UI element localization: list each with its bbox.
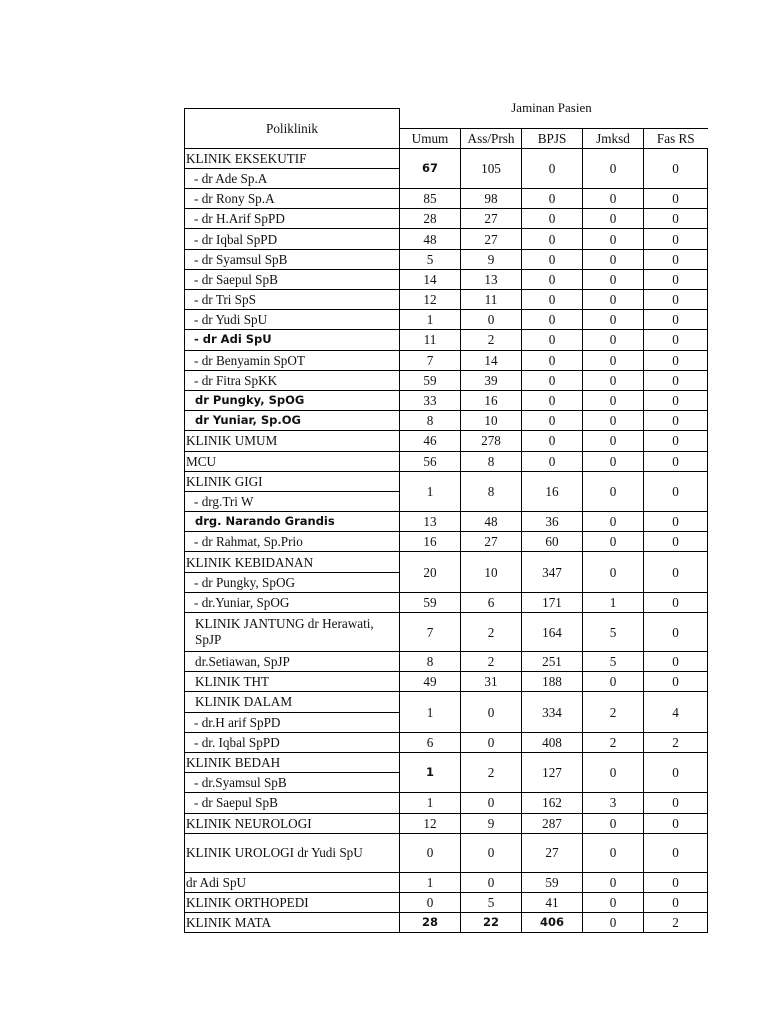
row-name: KLINIK UMUM [185,431,400,451]
table-row [185,350,708,370]
row-name: KLINIK MATA [185,913,400,933]
value-cell: 4 [644,692,708,732]
row-name: - dr Fitra SpKK [185,370,400,390]
value-cell: 0 [644,532,708,552]
table-row [185,732,708,752]
value-cell: 0 [583,552,644,592]
table-row [185,370,708,390]
value-cell: 5 [583,652,644,672]
value-cell: 0 [644,652,708,672]
value-cell: 105 [461,148,522,188]
row-name: - dr Saepul SpB [185,269,400,289]
value-cell: 0 [522,209,583,229]
value-cell: 36 [522,512,583,532]
value-cell: 0 [461,692,522,732]
value-cell: 0 [522,148,583,188]
header-row [185,109,708,129]
row-name: drg. Narando Grandis [185,512,400,532]
row-name: KLINIK EKSEKUTIF [185,148,400,168]
value-cell: 8 [461,451,522,471]
row-name: KLINIK JANTUNG dr Herawati, SpJP [185,613,400,652]
table-body [185,148,708,933]
value-cell: 11 [400,330,461,350]
value-cell: 16 [522,471,583,511]
value-cell: 67 [400,148,461,188]
row-name: dr Pungky, SpOG [185,390,400,410]
value-cell: 0 [583,813,644,833]
row-name: - dr Benyamin SpOT [185,350,400,370]
row-name: - dr Adi SpU [185,330,400,350]
row-name: - dr.Yuniar, SpOG [185,592,400,612]
value-cell: 0 [583,189,644,209]
value-cell: 2 [461,752,522,792]
row-name: - dr Rahmat, Sp.Prio [185,532,400,552]
value-cell: 0 [461,833,522,872]
row-name: - drg.Tri W [185,491,400,511]
value-cell: 0 [583,269,644,289]
value-cell: 2 [461,330,522,350]
value-cell: 49 [400,672,461,692]
value-cell: 0 [522,269,583,289]
value-cell: 0 [644,471,708,511]
value-cell: 0 [522,189,583,209]
value-cell: 59 [400,592,461,612]
row-name: - dr Syamsul SpB [185,249,400,269]
row-name: - dr.H arif SpPD [185,712,400,732]
value-cell: 3 [583,793,644,813]
value-cell: 0 [583,229,644,249]
table-row [185,672,708,692]
value-cell: 0 [644,793,708,813]
value-cell: 5 [583,613,644,652]
poliklinik-header: Poliklinik [185,109,400,149]
value-cell: 2 [644,913,708,933]
value-cell: 10 [461,552,522,592]
table-row [185,592,708,612]
value-cell: 2 [461,652,522,672]
value-cell: 14 [461,350,522,370]
row-name: dr Yuniar, Sp.OG [185,411,400,431]
value-cell: 0 [644,752,708,792]
group-title: Jaminan Pasien [511,100,592,115]
value-cell: 20 [400,552,461,592]
table-row [185,310,708,330]
value-cell: 27 [461,229,522,249]
value-cell: 0 [583,833,644,872]
table-row [185,229,708,249]
value-cell: 0 [583,451,644,471]
value-cell: 0 [461,732,522,752]
value-cell: 0 [461,793,522,813]
row-name: KLINIK BEDAH [185,752,400,772]
value-cell: 0 [644,350,708,370]
value-cell: 0 [583,148,644,188]
value-cell: 1 [400,471,461,511]
value-cell: 0 [583,431,644,451]
row-name: KLINIK THT [185,672,400,692]
value-cell: 408 [522,732,583,752]
value-cell: 0 [522,290,583,310]
value-cell: 0 [644,892,708,912]
value-cell: 0 [583,330,644,350]
table-row [185,189,708,209]
table-row [185,451,708,471]
value-cell: 22 [461,913,522,933]
value-cell: 60 [522,532,583,552]
value-cell: 2 [583,732,644,752]
value-cell: 31 [461,672,522,692]
value-cell: 0 [644,451,708,471]
value-cell: 1 [400,872,461,892]
value-cell: 9 [461,813,522,833]
table-row [185,290,708,310]
value-cell: 0 [644,269,708,289]
value-cell: 0 [644,249,708,269]
value-cell: 0 [583,872,644,892]
value-cell: 16 [461,390,522,410]
value-cell: 27 [461,209,522,229]
table-row [185,411,708,431]
value-cell: 7 [400,613,461,652]
table-row [185,833,708,872]
table-row [185,793,708,813]
value-cell: 1 [400,692,461,732]
value-cell: 85 [400,189,461,209]
table-row [185,652,708,672]
value-cell: 287 [522,813,583,833]
col-header-umum: Umum [400,128,461,148]
value-cell: 27 [461,532,522,552]
value-cell: 0 [583,532,644,552]
value-cell: 0 [522,310,583,330]
value-cell: 8 [400,411,461,431]
value-cell: 0 [644,209,708,229]
value-cell: 6 [461,592,522,612]
row-name: - dr Saepul SpB [185,793,400,813]
value-cell: 0 [522,411,583,431]
table-row [185,512,708,532]
value-cell: 0 [583,290,644,310]
value-cell: 0 [583,752,644,792]
value-cell: 162 [522,793,583,813]
value-cell: 1 [400,752,461,792]
row-name: KLINIK ORTHOPEDI [185,892,400,912]
value-cell: 98 [461,189,522,209]
value-cell: 0 [644,672,708,692]
value-cell: 1 [400,310,461,330]
row-name: - dr Tri SpS [185,290,400,310]
value-cell: 33 [400,390,461,410]
value-cell: 12 [400,290,461,310]
row-name: KLINIK NEUROLOGI [185,813,400,833]
row-name: - dr H.Arif SpPD [185,209,400,229]
value-cell: 0 [644,813,708,833]
table-row [185,209,708,229]
value-cell: 0 [522,451,583,471]
value-cell: 8 [461,471,522,511]
row-name: dr Adi SpU [185,872,400,892]
value-cell: 1 [400,793,461,813]
value-cell: 59 [522,872,583,892]
value-cell: 0 [583,249,644,269]
value-cell: 127 [522,752,583,792]
value-cell: 0 [583,390,644,410]
value-cell: 0 [522,350,583,370]
value-cell: 0 [644,411,708,431]
value-cell: 8 [400,652,461,672]
value-cell: 0 [644,290,708,310]
value-cell: 0 [461,872,522,892]
row-name: dr.Setiawan, SpJP [185,652,400,672]
value-cell: 188 [522,672,583,692]
row-name: KLINIK UROLOGI dr Yudi SpU [185,833,400,872]
value-cell: 2 [461,613,522,652]
value-cell: 0 [522,431,583,451]
value-cell: 41 [522,892,583,912]
value-cell: 5 [461,892,522,912]
value-cell: 0 [583,310,644,330]
value-cell: 12 [400,813,461,833]
table-row [185,330,708,350]
value-cell: 0 [644,552,708,592]
value-cell: 48 [461,512,522,532]
value-cell: 0 [583,209,644,229]
value-cell: 0 [522,249,583,269]
table-row [185,752,708,772]
table-row [185,892,708,912]
value-cell: 27 [522,833,583,872]
row-name: - dr Ade Sp.A [185,168,400,188]
value-cell: 171 [522,592,583,612]
value-cell: 251 [522,652,583,672]
value-cell: 0 [583,913,644,933]
value-cell: 0 [522,390,583,410]
row-name: KLINIK DALAM [185,692,400,712]
row-name: KLINIK GIGI [185,471,400,491]
value-cell: 0 [644,512,708,532]
table-row [185,249,708,269]
value-cell: 0 [522,229,583,249]
row-name: KLINIK KEBIDANAN [185,552,400,572]
value-cell: 59 [400,370,461,390]
value-cell: 0 [583,892,644,912]
value-cell: 0 [522,330,583,350]
value-cell: 0 [583,672,644,692]
value-cell: 28 [400,209,461,229]
value-cell: 0 [644,613,708,652]
value-cell: 6 [400,732,461,752]
table-row [185,552,708,572]
value-cell: 278 [461,431,522,451]
value-cell: 347 [522,552,583,592]
value-cell: 46 [400,431,461,451]
row-name: - dr Rony Sp.A [185,189,400,209]
table-row [185,913,708,933]
row-name: - dr Iqbal SpPD [185,229,400,249]
table-row [185,532,708,552]
value-cell: 0 [461,310,522,330]
value-cell: 39 [461,370,522,390]
value-cell: 48 [400,229,461,249]
value-cell: 0 [644,390,708,410]
value-cell: 16 [400,532,461,552]
value-cell: 0 [583,411,644,431]
value-cell: 0 [644,872,708,892]
value-cell: 0 [644,330,708,350]
row-name: MCU [185,451,400,471]
value-cell: 0 [644,310,708,330]
value-cell: 14 [400,269,461,289]
value-cell: 13 [400,512,461,532]
value-cell: 56 [400,451,461,471]
value-cell: 0 [644,833,708,872]
row-name: - dr Yudi SpU [185,310,400,330]
value-cell: 164 [522,613,583,652]
table-row [185,471,708,491]
table-row [185,813,708,833]
value-cell: 0 [644,189,708,209]
value-cell: 11 [461,290,522,310]
value-cell: 1 [583,592,644,612]
value-cell: 0 [644,592,708,612]
table-row [185,872,708,892]
col-header-ass-prsh: Ass/Prsh [461,128,522,148]
value-cell: 0 [644,148,708,188]
row-name: - dr Pungky, SpOG [185,572,400,592]
value-cell: 13 [461,269,522,289]
table-row [185,431,708,451]
col-header-jmksd: Jmksd [583,128,644,148]
value-cell: 0 [583,370,644,390]
table-row [185,269,708,289]
value-cell: 0 [644,370,708,390]
value-cell: 9 [461,249,522,269]
value-cell: 2 [644,732,708,752]
row-name: - dr.Syamsul SpB [185,773,400,793]
row-name: - dr. Iqbal SpPD [185,732,400,752]
table-row [185,390,708,410]
value-cell: 0 [644,229,708,249]
col-header-bpjs: BPJS [522,128,583,148]
table-row [185,613,708,652]
value-cell: 28 [400,913,461,933]
value-cell: 0 [400,833,461,872]
poliklinik-table [184,108,708,933]
value-cell: 0 [583,471,644,511]
col-header-fas-rs: Fas RS [644,128,708,148]
value-cell: 7 [400,350,461,370]
table-row [185,148,708,168]
header-spacer [400,109,708,129]
table-row [185,692,708,712]
value-cell: 5 [400,249,461,269]
value-cell: 2 [583,692,644,732]
value-cell: 0 [644,431,708,451]
value-cell: 334 [522,692,583,732]
value-cell: 0 [583,512,644,532]
value-cell: 0 [583,350,644,370]
value-cell: 0 [400,892,461,912]
value-cell: 10 [461,411,522,431]
value-cell: 406 [522,913,583,933]
value-cell: 0 [522,370,583,390]
